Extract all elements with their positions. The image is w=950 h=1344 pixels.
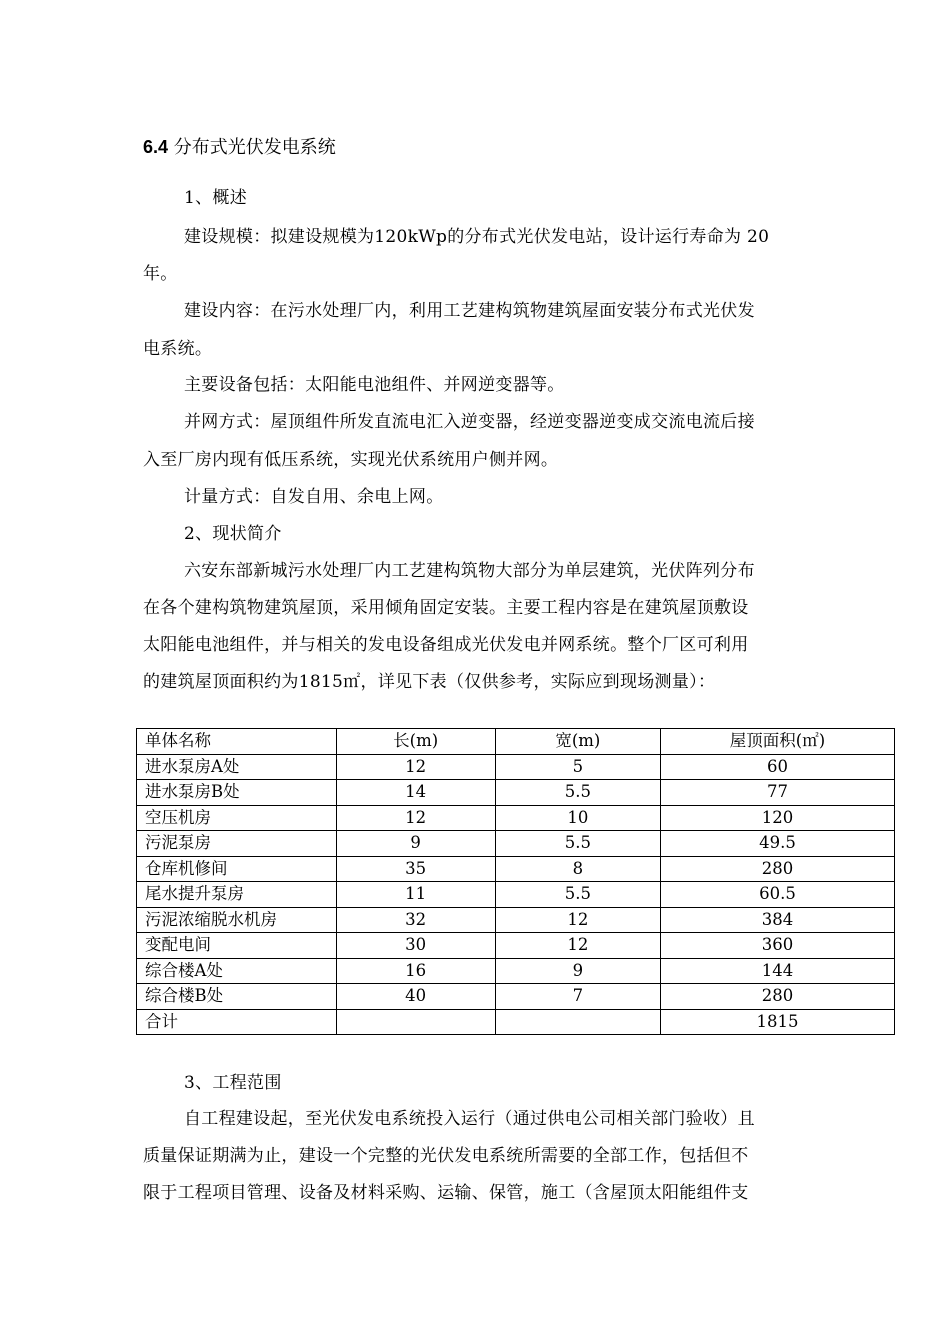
table-cell: 变配电间 [137, 933, 337, 959]
table-cell: 280 [660, 856, 894, 882]
section-title: 分布式光伏发电系统 [173, 137, 336, 158]
paragraph-line: 建设内容：在污水处理厂内，利用工艺建构筑物建筑屋面安装分布式光伏发 [184, 301, 755, 321]
paragraph-line: 建设规模：拟建设规模为120kWp的分布式光伏发电站，设计运行寿命为 20 [184, 227, 770, 247]
paragraph-line: 质量保证期满为止，建设一个完整的光伏发电系统所需要的全部工作，包括但不 [143, 1146, 749, 1166]
table-cell: 8 [495, 856, 660, 882]
table-cell [336, 1009, 495, 1035]
table-cell: 污泥泵房 [137, 831, 337, 857]
paragraph-line: 六安东部新城污水处理厂内工艺建构筑物大部分为单层建筑，光伏阵列分布 [184, 561, 755, 581]
subheading-status: 2、现状简介 [184, 524, 282, 544]
table-cell: 14 [336, 780, 495, 806]
table-cell: 49.5 [660, 831, 894, 857]
table-cell: 60 [660, 754, 894, 780]
table-cell: 5.5 [495, 831, 660, 857]
table-cell: 9 [495, 958, 660, 984]
table-cell: 40 [336, 984, 495, 1010]
subheading-scope: 3、工程范围 [184, 1073, 282, 1093]
table-header-cell: 单体名称 [137, 729, 337, 755]
table-cell [495, 1009, 660, 1035]
table-cell: 120 [660, 805, 894, 831]
table-cell: 280 [660, 984, 894, 1010]
table-cell: 尾水提升泵房 [137, 882, 337, 908]
table-row [137, 856, 895, 882]
table-row [137, 754, 895, 780]
table-cell: 12 [495, 907, 660, 933]
subheading-overview: 1、概述 [184, 188, 248, 208]
table-header-cell: 长(m) [336, 729, 495, 755]
table-cell: 合计 [137, 1009, 337, 1035]
table-row [137, 958, 895, 984]
paragraph-line: 限于工程项目管理、设备及材料采购、运输、保管，施工（含屋顶太阳能组件支 [143, 1183, 749, 1203]
table-cell: 32 [336, 907, 495, 933]
section-heading [143, 134, 336, 161]
table-cell: 16 [336, 958, 495, 984]
table-cell: 77 [660, 780, 894, 806]
table-cell: 5 [495, 754, 660, 780]
roof-area-table [136, 728, 895, 1035]
paragraph-line: 太阳能电池组件，并与相关的发电设备组成光伏发电并网系统。整个厂区可利用 [143, 635, 749, 655]
table-row [137, 933, 895, 959]
table-cell: 5.5 [495, 882, 660, 908]
table-row [137, 805, 895, 831]
paragraph-line: 计量方式：自发自用、余电上网。 [184, 487, 444, 507]
table-header-cell: 宽(m) [495, 729, 660, 755]
table-cell: 1815 [660, 1009, 894, 1035]
table-cell: 进水泵房B处 [137, 780, 337, 806]
table-total-row [137, 1009, 895, 1035]
paragraph-line: 电系统。 [143, 339, 213, 359]
section-number: 6.4 [143, 137, 169, 157]
table-cell: 综合楼B处 [137, 984, 337, 1010]
paragraph-line: 年。 [143, 264, 178, 284]
table-row [137, 882, 895, 908]
table-cell: 仓库机修间 [137, 856, 337, 882]
table-cell: 30 [336, 933, 495, 959]
table-row [137, 907, 895, 933]
paragraph-line: 自工程建设起，至光伏发电系统投入运行（通过供电公司相关部门验收）且 [184, 1109, 755, 1129]
table-cell: 12 [495, 933, 660, 959]
table-cell: 进水泵房A处 [137, 754, 337, 780]
table-cell: 10 [495, 805, 660, 831]
table-cell: 9 [336, 831, 495, 857]
table-cell: 12 [336, 805, 495, 831]
table-row [137, 984, 895, 1010]
table-header-cell: 屋顶面积(㎡) [660, 729, 894, 755]
table-cell: 360 [660, 933, 894, 959]
paragraph-line: 主要设备包括：太阳能电池组件、并网逆变器等。 [184, 375, 565, 395]
table-cell: 11 [336, 882, 495, 908]
table-cell: 7 [495, 984, 660, 1010]
table-cell: 60.5 [660, 882, 894, 908]
table-cell: 144 [660, 958, 894, 984]
paragraph-line: 入至厂房内现有低压系统，实现光伏系统用户侧并网。 [143, 450, 559, 470]
table-cell: 35 [336, 856, 495, 882]
table-row [137, 780, 895, 806]
table-cell: 384 [660, 907, 894, 933]
paragraph-line: 在各个建构筑物建筑屋顶，采用倾角固定安装。主要工程内容是在建筑屋顶敷设 [143, 598, 749, 618]
table-cell: 12 [336, 754, 495, 780]
table-header-row [137, 729, 895, 755]
table-cell: 污泥浓缩脱水机房 [137, 907, 337, 933]
table-row [137, 831, 895, 857]
paragraph-line: 并网方式：屋顶组件所发直流电汇入逆变器，经逆变器逆变成交流电流后接 [184, 412, 755, 432]
table-cell: 空压机房 [137, 805, 337, 831]
paragraph-line: 的建筑屋顶面积约为1815㎡，详见下表（仅供参考，实际应到现场测量）： [143, 672, 716, 692]
table-cell: 综合楼A处 [137, 958, 337, 984]
table-cell: 5.5 [495, 780, 660, 806]
